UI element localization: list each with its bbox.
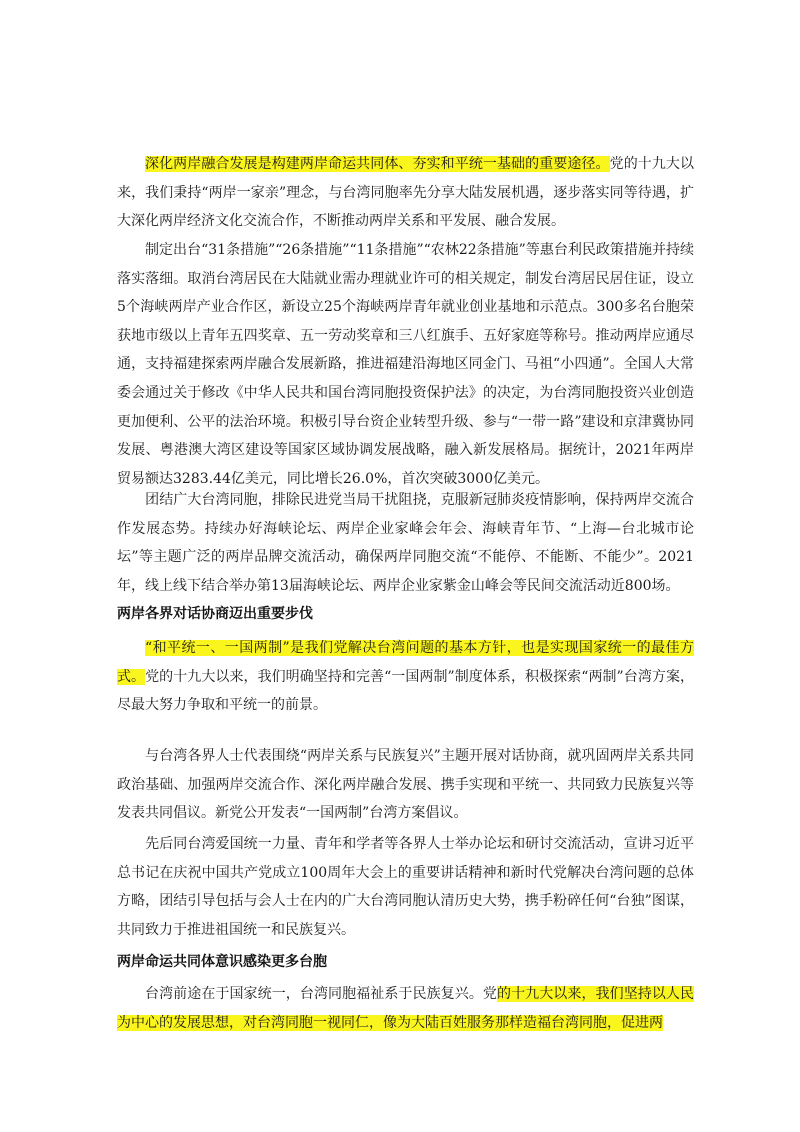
paragraph-6: 先后同台湾爱国统一力量、青年和学者等各界人士举办论坛和研讨交流活动，宣讲习近平总书记在庆祝中国共产党成立100周年大会上的重要讲话精神和新时代党解决台湾问题的总体方略，团结引导包括与会人士在内的广大台湾同胞认清历史大势，携手粉碎任何“台独”图谋，共同致力于推进祖国统一和民族复兴。 [117, 836, 694, 938]
paragraph-5: 与台湾各界人士代表围绕“两岸关系与民族复兴”主题开展对话协商，就巩固两岸关系共同政治基础、加强两岸交流合作、深化两岸融合发展、携手实现和平统一、共同致力民族复兴等发表共同倡议。新党公开发表“一国两制”台湾方案倡议。 [117, 748, 694, 822]
body-text: 台湾前途在于国家统一，台湾同胞福祉系于民族复兴。党 [145, 986, 497, 1002]
body-text: 党的十九大以来，我们明确坚持和完善“一国两制”制度体系，积极探索“两制”台湾方案，尽最大努力争取和平统一的前景。 [117, 668, 694, 714]
highlighted-text: 深化两岸融合发展是构建两岸命运共同体、夯实和平统一基础的重要途径。 [145, 156, 610, 172]
paragraph-4 [117, 634, 694, 720]
paragraph-7 [117, 980, 694, 1037]
paragraph-3: 团结广大台湾同胞，排除民进党当局干扰阻挠，克服新冠肺炎疫情影响，保持两岸交流合作发展态势。持续办好海峡论坛、两岸企业家峰会年会、海峡青年节、“上海—台北城市论坛”等主题广泛的两岸品牌交流活动，确保两岸同胞交流“不能停、不能断、不能少”。2021年，线上线下结合举办第13届海峡论坛、两岸企业家紫金山峰会等民间交流活动近800场。 [117, 492, 694, 594]
highlighted-text: 的十九大以来，我们坚持以人民为中心的发展思想，对台湾同胞一视同仁，像为大陆百姓服务那样造福台湾同胞，促进两 [117, 986, 695, 1031]
highlighted-text: “和平统一、一国两制”是我们党解决台湾问题的基本方针，也是实现国家统一的最佳方式。 [117, 640, 694, 685]
body-text: 党的十九大以来，我们秉持“两岸一家亲”理念，与台湾同胞率先分享大陆发展机遇，逐步落实同等待遇，扩大深化两岸经济文化交流合作，不断推动两岸关系和平发展、融合发展。 [117, 156, 695, 230]
section-heading: 两岸命运共同体意识感染更多台胞 [117, 954, 327, 970]
section-heading: 两岸各界对话协商迈出重要步伐 [117, 606, 313, 622]
paragraph-1 [117, 150, 694, 236]
paragraph-2: 制定出台“31条措施”“26条措施”“11条措施”“农林22条措施”等惠台利民政策措施并持续落实落细。取消台湾居民在大陆就业需办理就业许可的相关规定，制发台湾居民居住证，设立5个海峡两岸产业合作区，新设立25个海峡两岸青年就业创业基地和示范点。300多名台胞荣获地市级以上青年五四奖章、五一劳动奖章和三八红旗手、五好家庭等称号。推动两岸应通尽通，支持福建探索两岸融合发展新路，推进福建沿海地区同金门、马祖“小四通”。全国人大常委会通过关于修改《中华人民共和国台湾同胞投资保护法》的决定，为台湾同胞投资兴业创造更加便利、公平的法治环境。积极引导台资企业转型升级、参与“一带一路”建设和京津冀协同发展、粤港澳大湾区建设等国家区域协调发展战略，融入新发展格局。据统计，2021年两岸贸易额达3283.44亿美元，同比增长26.0%，首次突破3000亿美元。 [117, 242, 694, 487]
